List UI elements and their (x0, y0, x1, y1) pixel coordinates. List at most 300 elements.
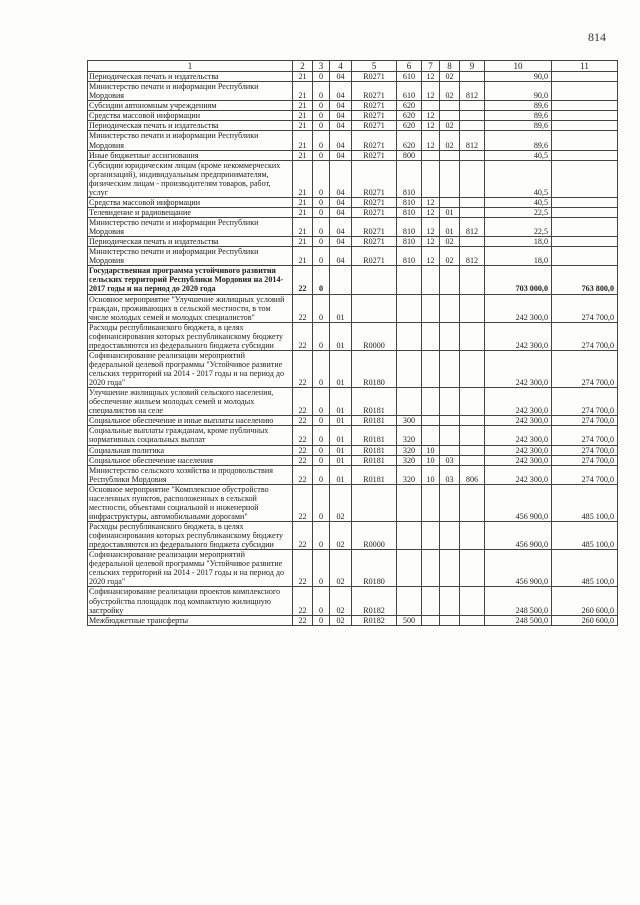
page-number: 814 (588, 30, 606, 44)
cell-code-2: 22 (293, 522, 313, 550)
cell-expense-type (397, 294, 422, 322)
cell-name: Софинансирование реализации проектов комплексного обустройства площадок под компактную жилищную застройку (88, 587, 293, 615)
cell-target-article: R0271 (352, 160, 397, 197)
cell-expense-type: 810 (397, 218, 422, 237)
cell-amount-2 (552, 121, 618, 131)
cell-subsection: 02 (440, 131, 460, 150)
cell-subsection: 02 (440, 121, 460, 131)
cell-expense-type (397, 266, 422, 294)
cell-target-article: R0180 (352, 350, 397, 387)
cell-code-4: 01 (330, 426, 352, 445)
cell-expense-type: 810 (397, 160, 422, 197)
cell-subsection (440, 615, 460, 625)
cell-target-article: R0182 (352, 615, 397, 625)
cell-subsection: 01 (440, 207, 460, 217)
table-row (88, 247, 618, 266)
cell-expense-type: 810 (397, 247, 422, 266)
cell-name: Расходы республиканского бюджета, в целях софинансирования которых республиканскому бюджету предоставляются из федерального бюджета субсидии (88, 522, 293, 550)
cell-section: 10 (422, 465, 440, 484)
cell-amount-1: 242 300,0 (485, 445, 552, 455)
cell-section: 12 (422, 131, 440, 150)
cell-code-4 (330, 266, 352, 294)
cell-code-3: 0 (313, 615, 330, 625)
cell-code-4: 02 (330, 587, 352, 615)
cell-section: 12 (422, 121, 440, 131)
cell-code-2: 22 (293, 465, 313, 484)
cell-code-4: 01 (330, 388, 352, 416)
cell-section (422, 416, 440, 426)
cell-code-2: 21 (293, 111, 313, 121)
cell-ministry (460, 237, 485, 247)
cell-expense-type: 610 (397, 82, 422, 101)
cell-code-3: 0 (313, 207, 330, 217)
cell-amount-2: 274 700,0 (552, 388, 618, 416)
cell-amount-2 (552, 101, 618, 111)
table-row (88, 266, 618, 294)
cell-target-article: R0271 (352, 131, 397, 150)
cell-code-2: 22 (293, 350, 313, 387)
cell-ministry (460, 587, 485, 615)
cell-ministry (460, 550, 485, 587)
cell-ministry (460, 121, 485, 131)
cell-ministry (460, 455, 485, 465)
cell-target-article: R0181 (352, 455, 397, 465)
cell-name: Средства массовой информации (88, 111, 293, 121)
cell-amount-2: 274 700,0 (552, 426, 618, 445)
table-row (88, 72, 618, 82)
cell-name: Государственная программа устойчивого развития сельских территорий Республики Мордовия на 2014-2017 годы и на период до 2020 года (88, 266, 293, 294)
cell-code-4: 04 (330, 131, 352, 150)
cell-code-2: 22 (293, 426, 313, 445)
column-header: 3 (313, 61, 330, 72)
cell-code-2: 21 (293, 101, 313, 111)
cell-amount-1: 456 900,0 (485, 550, 552, 587)
cell-target-article: R0271 (352, 101, 397, 111)
table-row (88, 522, 618, 550)
cell-code-2: 22 (293, 550, 313, 587)
cell-target-article: R0181 (352, 388, 397, 416)
cell-code-2: 21 (293, 218, 313, 237)
table-row (88, 445, 618, 455)
cell-name: Социальное обеспечение населения (88, 455, 293, 465)
cell-code-3: 0 (313, 426, 330, 445)
cell-subsection: 02 (440, 237, 460, 247)
cell-amount-1: 22,5 (485, 218, 552, 237)
cell-ministry (460, 266, 485, 294)
cell-name: Телевидение и радиовещание (88, 207, 293, 217)
cell-code-2: 22 (293, 388, 313, 416)
cell-amount-2: 274 700,0 (552, 294, 618, 322)
cell-subsection (440, 587, 460, 615)
cell-expense-type (397, 550, 422, 587)
cell-code-2: 22 (293, 615, 313, 625)
cell-subsection (440, 350, 460, 387)
cell-expense-type: 610 (397, 72, 422, 82)
table-row (88, 416, 618, 426)
cell-target-article: R0271 (352, 207, 397, 217)
cell-subsection (440, 160, 460, 197)
cell-code-3: 0 (313, 160, 330, 197)
cell-code-3: 0 (313, 455, 330, 465)
cell-code-3: 0 (313, 587, 330, 615)
cell-code-2: 21 (293, 150, 313, 160)
cell-amount-2 (552, 131, 618, 150)
cell-section: 12 (422, 218, 440, 237)
cell-section (422, 322, 440, 350)
cell-ministry: 806 (460, 465, 485, 484)
cell-target-article: R0000 (352, 322, 397, 350)
cell-amount-2: 485 100,0 (552, 550, 618, 587)
cell-expense-type: 320 (397, 465, 422, 484)
cell-amount-1: 40,5 (485, 197, 552, 207)
cell-amount-1: 242 300,0 (485, 455, 552, 465)
cell-expense-type (397, 587, 422, 615)
cell-code-4: 04 (330, 197, 352, 207)
cell-amount-2 (552, 160, 618, 197)
cell-name: Улучшение жилищных условий сельского населения, обеспечение жильем молодых семей и молодых специалистов на селе (88, 388, 293, 416)
cell-code-3: 0 (313, 445, 330, 455)
cell-name: Социальные выплаты гражданам, кроме публичных нормативных социальных выплат (88, 426, 293, 445)
cell-code-4: 02 (330, 484, 352, 521)
cell-subsection: 03 (440, 465, 460, 484)
cell-code-3: 0 (313, 101, 330, 111)
cell-amount-2 (552, 82, 618, 101)
cell-code-3: 0 (313, 121, 330, 131)
table-row (88, 550, 618, 587)
cell-section: 12 (422, 207, 440, 217)
cell-code-2: 22 (293, 587, 313, 615)
cell-section: 12 (422, 237, 440, 247)
cell-subsection (440, 388, 460, 416)
cell-subsection (440, 550, 460, 587)
cell-name: Министерство печати и информации Республики Мордовия (88, 131, 293, 150)
header-row (88, 61, 618, 72)
cell-name: Министерство печати и информации Республики Мордовия (88, 218, 293, 237)
cell-name: Периодическая печать и издательства (88, 72, 293, 82)
cell-subsection (440, 266, 460, 294)
cell-expense-type (397, 484, 422, 521)
cell-amount-1: 89,6 (485, 101, 552, 111)
table-row (88, 197, 618, 207)
table-row (88, 455, 618, 465)
cell-ministry: 812 (460, 247, 485, 266)
cell-code-3: 0 (313, 218, 330, 237)
cell-ministry (460, 160, 485, 197)
cell-expense-type: 800 (397, 150, 422, 160)
cell-name: Периодическая печать и издательства (88, 237, 293, 247)
cell-code-4: 01 (330, 294, 352, 322)
cell-expense-type: 300 (397, 416, 422, 426)
cell-code-3: 0 (313, 388, 330, 416)
cell-expense-type (397, 350, 422, 387)
cell-code-4: 01 (330, 322, 352, 350)
cell-target-article: R0271 (352, 82, 397, 101)
cell-amount-2: 274 700,0 (552, 322, 618, 350)
cell-code-4: 04 (330, 160, 352, 197)
column-header: 1 (88, 61, 293, 72)
cell-code-4: 04 (330, 72, 352, 82)
cell-section (422, 550, 440, 587)
cell-code-3: 0 (313, 416, 330, 426)
cell-code-3: 0 (313, 484, 330, 521)
cell-code-2: 21 (293, 72, 313, 82)
cell-subsection (440, 150, 460, 160)
cell-ministry (460, 207, 485, 217)
cell-subsection: 02 (440, 247, 460, 266)
cell-section (422, 587, 440, 615)
table-row (88, 237, 618, 247)
cell-amount-1: 242 300,0 (485, 294, 552, 322)
cell-amount-2: 763 800,0 (552, 266, 618, 294)
cell-expense-type: 810 (397, 207, 422, 217)
cell-name: Министерство сельского хозяйства и продовольствия Республики Мордовия (88, 465, 293, 484)
cell-target-article: R0271 (352, 247, 397, 266)
cell-expense-type: 620 (397, 111, 422, 121)
cell-name: Основное мероприятие "Улучшение жилищных условий граждан, проживающих в сельской местности, в том числе молодых семей и молодых специалистов" (88, 294, 293, 322)
cell-code-2: 22 (293, 416, 313, 426)
cell-amount-2 (552, 237, 618, 247)
cell-subsection (440, 197, 460, 207)
cell-ministry (460, 522, 485, 550)
cell-amount-1: 242 300,0 (485, 322, 552, 350)
cell-ministry (460, 388, 485, 416)
cell-code-2: 21 (293, 160, 313, 197)
table-row (88, 218, 618, 237)
cell-code-4: 04 (330, 111, 352, 121)
cell-subsection (440, 426, 460, 445)
cell-target-article: R0271 (352, 237, 397, 247)
column-header: 5 (352, 61, 397, 72)
budget-table (87, 60, 618, 626)
cell-expense-type: 320 (397, 445, 422, 455)
cell-section (422, 522, 440, 550)
cell-expense-type (397, 322, 422, 350)
cell-section: 12 (422, 247, 440, 266)
cell-code-3: 0 (313, 150, 330, 160)
cell-code-3: 0 (313, 131, 330, 150)
cell-amount-2 (552, 197, 618, 207)
cell-target-article: R0271 (352, 218, 397, 237)
cell-amount-2 (552, 111, 618, 121)
cell-section: 10 (422, 445, 440, 455)
cell-amount-2: 485 100,0 (552, 522, 618, 550)
table-row (88, 388, 618, 416)
cell-name: Иные бюджетные ассигнования (88, 150, 293, 160)
cell-amount-2: 274 700,0 (552, 455, 618, 465)
cell-section (422, 388, 440, 416)
cell-section (422, 266, 440, 294)
cell-amount-1: 242 300,0 (485, 416, 552, 426)
cell-code-4: 04 (330, 150, 352, 160)
table-row (88, 615, 618, 625)
cell-expense-type: 810 (397, 237, 422, 247)
cell-code-3: 0 (313, 247, 330, 266)
cell-name: Основное мероприятие "Комплексное обустройство населенных пунктов, расположенных в сельской местности, объектами социальной и инженерной инфраструктуры, автомобильными дорогами" (88, 484, 293, 521)
cell-name: Министерство печати и информации Республики Мордовия (88, 82, 293, 101)
cell-expense-type: 810 (397, 197, 422, 207)
cell-ministry (460, 615, 485, 625)
cell-subsection (440, 416, 460, 426)
cell-code-3: 0 (313, 72, 330, 82)
cell-code-2: 22 (293, 445, 313, 455)
cell-code-4: 04 (330, 121, 352, 131)
cell-amount-1: 40,5 (485, 150, 552, 160)
cell-target-article: R0271 (352, 121, 397, 131)
table-row (88, 426, 618, 445)
cell-code-3: 0 (313, 350, 330, 387)
cell-code-4: 04 (330, 82, 352, 101)
cell-name: Субсидии юридическим лицам (кроме некоммерческих организаций), индивидуальным предпринимателям, физическим лицам - производителям товаров, работ, услуг (88, 160, 293, 197)
cell-section: 10 (422, 455, 440, 465)
cell-section (422, 484, 440, 521)
cell-name: Средства массовой информации (88, 197, 293, 207)
cell-amount-2 (552, 218, 618, 237)
cell-amount-2 (552, 247, 618, 266)
cell-code-4: 01 (330, 445, 352, 455)
cell-section (422, 160, 440, 197)
cell-code-4: 04 (330, 247, 352, 266)
cell-target-article: R0271 (352, 72, 397, 82)
cell-subsection (440, 445, 460, 455)
cell-code-3: 0 (313, 322, 330, 350)
cell-code-3: 0 (313, 111, 330, 121)
cell-code-4: 04 (330, 101, 352, 111)
cell-code-3: 0 (313, 294, 330, 322)
cell-amount-2: 274 700,0 (552, 350, 618, 387)
cell-section (422, 426, 440, 445)
column-header: 7 (422, 61, 440, 72)
table-row (88, 121, 618, 131)
cell-amount-2: 260 600,0 (552, 615, 618, 625)
cell-name: Софинансирование реализации мероприятий федеральной целевой программы "Устойчивое развитие сельских территорий на 2014 - 2017 годы и на период до 2020 года" (88, 350, 293, 387)
cell-ministry (460, 322, 485, 350)
cell-code-3: 0 (313, 550, 330, 587)
column-header: 2 (293, 61, 313, 72)
cell-code-3: 0 (313, 465, 330, 484)
table-row (88, 82, 618, 101)
cell-code-4: 04 (330, 237, 352, 247)
cell-subsection (440, 294, 460, 322)
cell-code-2: 21 (293, 121, 313, 131)
cell-section (422, 294, 440, 322)
cell-amount-1: 22,5 (485, 207, 552, 217)
table-row (88, 160, 618, 197)
cell-subsection (440, 322, 460, 350)
cell-code-4: 04 (330, 218, 352, 237)
cell-target-article: R0182 (352, 587, 397, 615)
cell-code-2: 21 (293, 82, 313, 101)
cell-target-article: R0000 (352, 522, 397, 550)
cell-amount-1: 248 500,0 (485, 587, 552, 615)
cell-section (422, 150, 440, 160)
table-row (88, 111, 618, 121)
cell-name: Софинансирование реализации мероприятий федеральной целевой программы "Устойчивое развитие сельских территорий на 2014 - 2017 годы и на период до 2020 года" (88, 550, 293, 587)
cell-amount-1: 89,6 (485, 121, 552, 131)
table-row (88, 350, 618, 387)
cell-code-2: 21 (293, 247, 313, 266)
cell-ministry (460, 197, 485, 207)
cell-ministry: 812 (460, 218, 485, 237)
cell-amount-2: 485 100,0 (552, 484, 618, 521)
cell-ministry (460, 294, 485, 322)
cell-target-article: R0181 (352, 465, 397, 484)
cell-code-4: 04 (330, 207, 352, 217)
cell-subsection: 02 (440, 72, 460, 82)
cell-amount-1: 242 300,0 (485, 350, 552, 387)
cell-expense-type: 620 (397, 121, 422, 131)
cell-amount-1: 242 300,0 (485, 388, 552, 416)
cell-code-4: 02 (330, 550, 352, 587)
cell-amount-1: 89,6 (485, 131, 552, 150)
cell-target-article: R0181 (352, 426, 397, 445)
cell-ministry (460, 101, 485, 111)
cell-ministry (460, 426, 485, 445)
cell-expense-type (397, 522, 422, 550)
cell-subsection (440, 484, 460, 521)
cell-amount-1: 40,5 (485, 160, 552, 197)
cell-amount-1: 242 300,0 (485, 465, 552, 484)
cell-target-article: R0271 (352, 197, 397, 207)
cell-amount-1: 242 300,0 (485, 426, 552, 445)
cell-ministry (460, 150, 485, 160)
cell-name: Межбюджетные трансферты (88, 615, 293, 625)
cell-subsection: 03 (440, 455, 460, 465)
cell-code-2: 21 (293, 237, 313, 247)
cell-name: Субсидии автономным учреждениям (88, 101, 293, 111)
cell-ministry (460, 72, 485, 82)
cell-code-2: 22 (293, 294, 313, 322)
cell-ministry (460, 416, 485, 426)
cell-section: 12 (422, 72, 440, 82)
cell-expense-type (397, 388, 422, 416)
cell-amount-1: 456 900,0 (485, 484, 552, 521)
cell-target-article: R0181 (352, 445, 397, 455)
cell-ministry (460, 111, 485, 121)
cell-code-2: 22 (293, 484, 313, 521)
column-header: 10 (485, 61, 552, 72)
cell-code-4: 02 (330, 522, 352, 550)
cell-expense-type: 500 (397, 615, 422, 625)
table-row (88, 294, 618, 322)
cell-code-2: 21 (293, 207, 313, 217)
cell-name: Социальная политика (88, 445, 293, 455)
table-row (88, 131, 618, 150)
cell-target-article (352, 266, 397, 294)
cell-amount-2: 274 700,0 (552, 465, 618, 484)
column-header: 9 (460, 61, 485, 72)
cell-code-4: 01 (330, 416, 352, 426)
cell-subsection: 01 (440, 218, 460, 237)
cell-code-4: 02 (330, 615, 352, 625)
cell-ministry: 812 (460, 131, 485, 150)
cell-name: Министерство печати и информации Республики Мордовия (88, 247, 293, 266)
cell-amount-2: 260 600,0 (552, 587, 618, 615)
cell-expense-type: 620 (397, 101, 422, 111)
table-row (88, 465, 618, 484)
cell-name: Социальное обеспечение и иные выплаты населению (88, 416, 293, 426)
cell-amount-1: 456 900,0 (485, 522, 552, 550)
cell-code-2: 21 (293, 197, 313, 207)
column-header: 11 (552, 61, 618, 72)
cell-code-3: 0 (313, 266, 330, 294)
column-header: 8 (440, 61, 460, 72)
cell-ministry (460, 350, 485, 387)
cell-code-3: 0 (313, 197, 330, 207)
cell-target-article: R0180 (352, 550, 397, 587)
cell-section (422, 101, 440, 111)
table-body (88, 72, 618, 626)
column-header: 6 (397, 61, 422, 72)
